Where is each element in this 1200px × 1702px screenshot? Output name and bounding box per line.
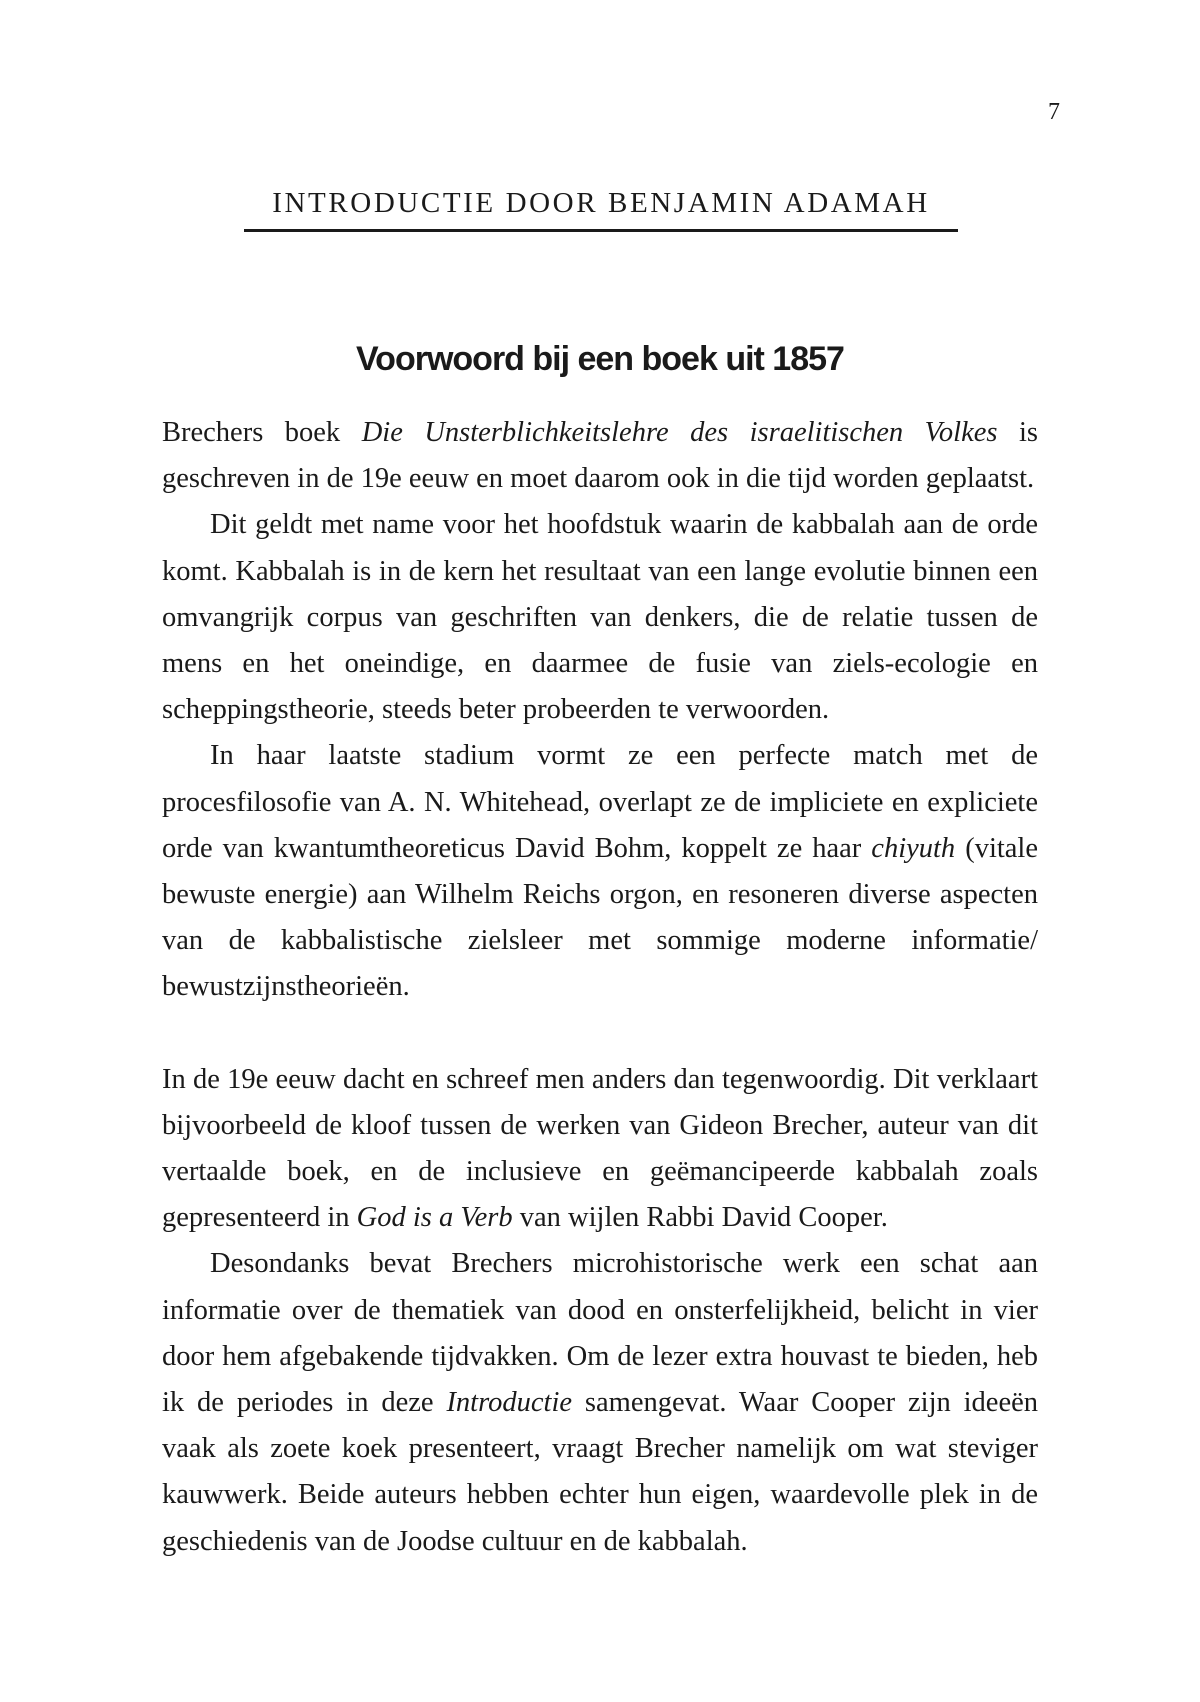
paragraph-1 [162, 410, 1038, 502]
paragraph-3-text-a: In haar laatste stadium vormt ze een perfecte match met de procesfilosofie van A. N. Whitehead, overlapt ze de impliciete en expliciete orde van kwantumtheoreticus David Bohm, koppelt ze haar [162, 740, 1038, 864]
paragraph-4 [162, 1057, 1038, 1242]
paragraph-1-text-c: is geschreven in de 19e eeuw en moet daarom ook in die tijd worden geplaatst. [162, 417, 1039, 495]
paragraph-2: Dit geldt met name voor het hoofdstuk waarin de kabbalah aan de orde komt. Kabbalah is in de kern het resultaat van een lange evolutie binnen een omvangrijk corpus van geschriften van denkers, die de relatie tussen de mens en het oneindige, en daarmee de fusie van ziels-ecologie en scheppingstheorie, steeds beter probeerden te verwoorden. [162, 509, 1038, 726]
paragraph-5-text-c: samengevat. Waar Cooper zijn ideeën vaak als zoete koek presenteert, vraagt Brecher namelijk om wat steviger kauwwerk. Beide auteurs hebben echter hun eigen, waardevolle plek in de geschiedenis van de Joodse cultuur en de kabbalah. [162, 1387, 1039, 1557]
paragraph-5 [162, 1241, 1038, 1564]
paragraph-4-text-a: In de 19e eeuw dacht en schreef men anders dan tegenwoordig. Dit verklaart bijvoorbeeld de kloof tussen de werken van Gideon Brecher, auteur van dit vertaalde boek, en de inclusieve en geëmancipeerde kabbalah zoals gepresenteerd in [162, 1063, 1038, 1234]
paragraph-4-book-title: God is a Verb [356, 1202, 513, 1234]
paragraph-5-text-a: Desondanks bevat Brechers microhistorische werk een schat aan informatie over de thematiek van dood en onsterfelijkheid, belicht in vier door hem afgebakende tijdvakken. Om de lezer extra houvast te bieden, heb ik de periodes in deze [162, 1248, 1038, 1419]
chapter-title: Voorwoord bij een boek uit 1857 [356, 339, 844, 378]
paragraph-3-text-c: (vitale bewuste energie) aan Wilhelm Reichs orgon, en resoneren diverse aspecten van de kabbalistische zielsleer met sommige moderne informatie/ bewustzijnstheorieën. [162, 832, 1038, 1003]
paragraph-1-book-title: Die Unsterblichkeitslehre des israelitischen Volkes [361, 417, 998, 448]
paragraph-3-term: chiyuth [871, 832, 956, 864]
paragraph-5-section-title: Introductie [446, 1387, 573, 1419]
paragraph-1-text-a: Brechers boek [162, 417, 362, 448]
page-number: 7 [1048, 99, 1060, 125]
body-text [162, 410, 1038, 1565]
paragraph-4-text-c: van wijlen Rabbi David Cooper. [512, 1202, 888, 1234]
running-head: INTRODUCTIE DOOR BENJAMIN ADAMAH [244, 185, 958, 232]
paragraph-3 [162, 733, 1038, 1010]
